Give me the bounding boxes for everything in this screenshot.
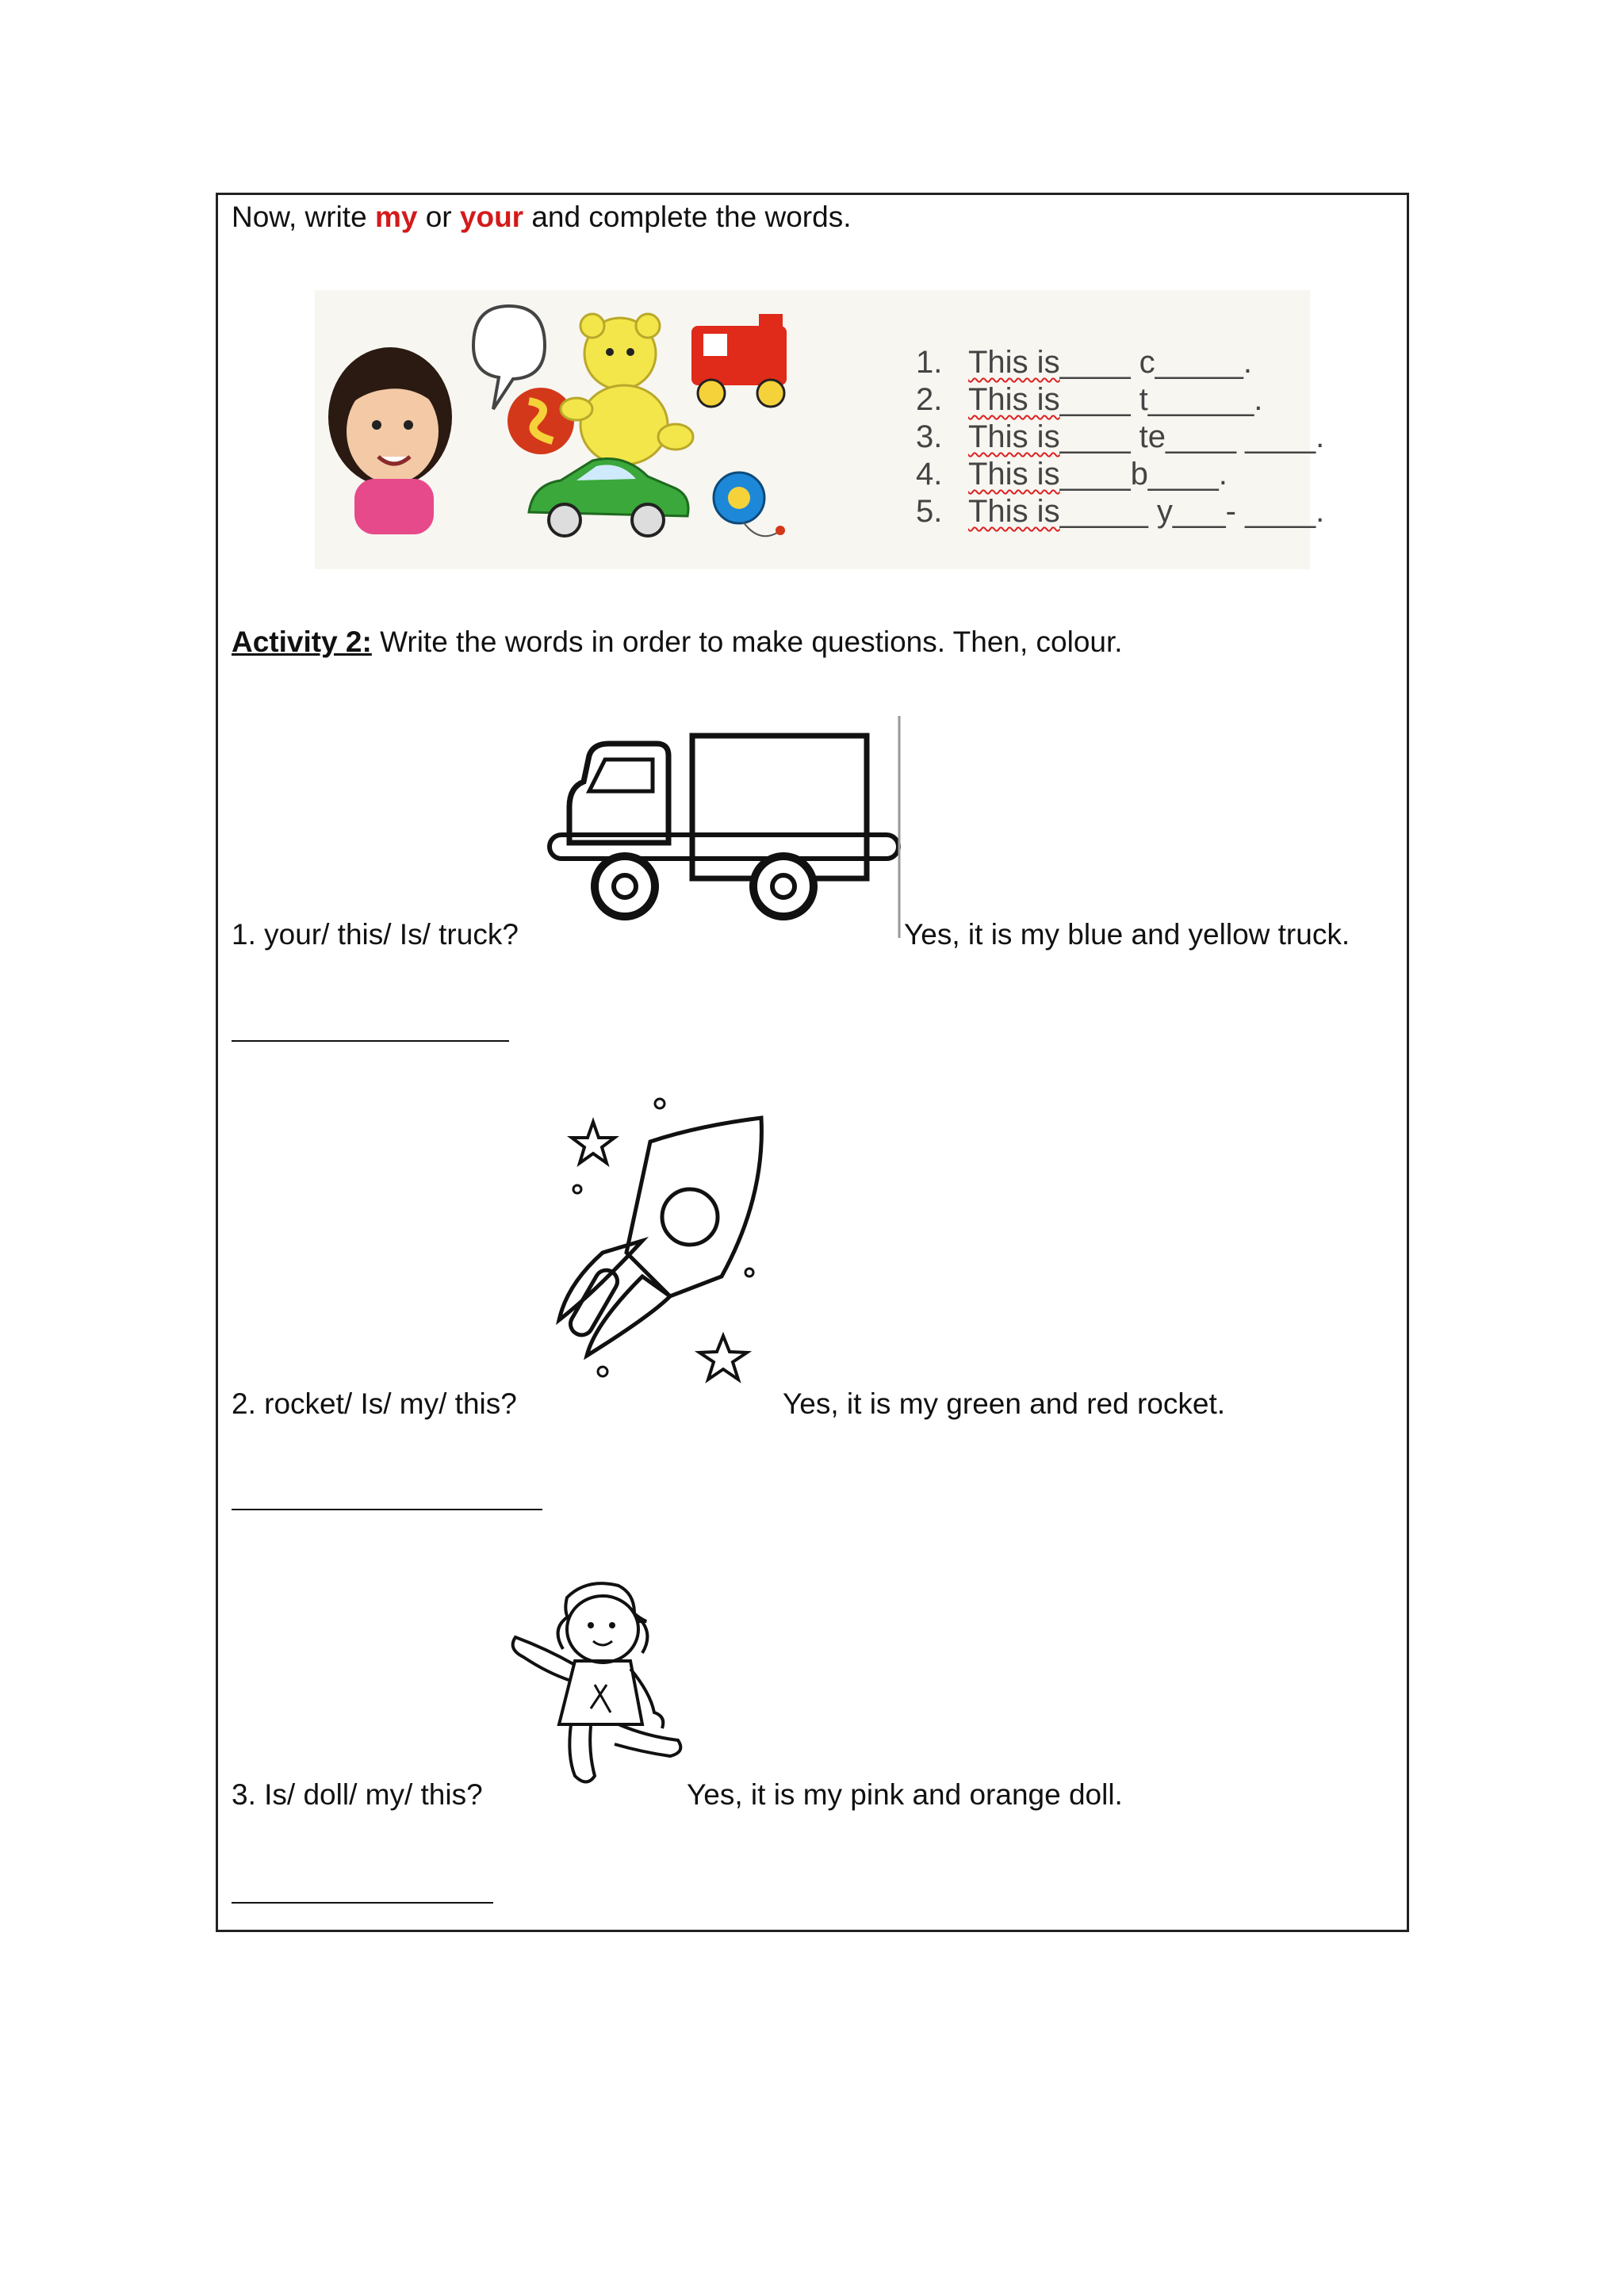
list-lead: This is xyxy=(968,345,1060,380)
activity2-text: Write the words in order to make questions. Then, colour. xyxy=(371,626,1123,658)
list-number: 4. xyxy=(916,457,943,492)
list-lead: This is xyxy=(968,382,1060,417)
rocket-icon xyxy=(539,1094,777,1387)
instruction-suffix: and complete the words. xyxy=(523,201,852,233)
question-3-prompt: 3. Is/ doll/ my/ this? xyxy=(232,1778,483,1811)
toys-illustration xyxy=(315,290,806,569)
list-rest: _____ y___- ____. xyxy=(1059,494,1325,529)
train-icon xyxy=(691,314,787,407)
list-number: 1. xyxy=(916,345,943,380)
instruction-your: your xyxy=(459,201,524,233)
answer-line-1[interactable] xyxy=(232,1040,509,1042)
answer-line-2[interactable] xyxy=(232,1509,542,1510)
list-rest: ____ te____ ____. xyxy=(1059,419,1325,454)
list-number: 2. xyxy=(916,382,943,417)
truck-icon xyxy=(546,712,902,926)
doll-icon xyxy=(500,1574,690,1804)
ball-icon xyxy=(508,388,574,454)
list-number: 3. xyxy=(916,419,943,454)
girl-icon xyxy=(328,347,452,534)
instruction-text xyxy=(232,202,851,232)
teddy-bear-icon xyxy=(561,314,693,465)
list-rest: ____ c_____. xyxy=(1059,345,1253,380)
list-number: 5. xyxy=(916,494,943,529)
question-3-answer: Yes, it is my pink and orange doll. xyxy=(687,1778,1123,1811)
list-rest: ____ t______. xyxy=(1059,382,1263,417)
question-1-prompt: 1. your/ this/ Is/ truck? xyxy=(232,918,519,951)
question-2-prompt: 2. rocket/ Is/ my/ this? xyxy=(232,1387,517,1420)
list-lead: This is xyxy=(968,494,1060,529)
list-lead: This is xyxy=(968,457,1060,492)
list-rest: ____b____. xyxy=(1059,457,1228,492)
list-lead: This is xyxy=(968,419,1060,454)
instruction-my: my xyxy=(374,201,418,233)
car-icon xyxy=(529,459,688,537)
instruction-prefix: Now, write xyxy=(232,201,375,233)
yoyo-icon xyxy=(714,473,785,536)
instruction-or: or xyxy=(417,201,460,233)
answer-line-3[interactable] xyxy=(232,1902,493,1904)
question-1-answer: Yes, it is my blue and yellow truck. xyxy=(904,918,1350,951)
question-2-answer: Yes, it is my green and red rocket. xyxy=(783,1387,1226,1420)
activity2-label: Activity 2: xyxy=(232,626,372,658)
activity2-heading xyxy=(232,627,1123,656)
